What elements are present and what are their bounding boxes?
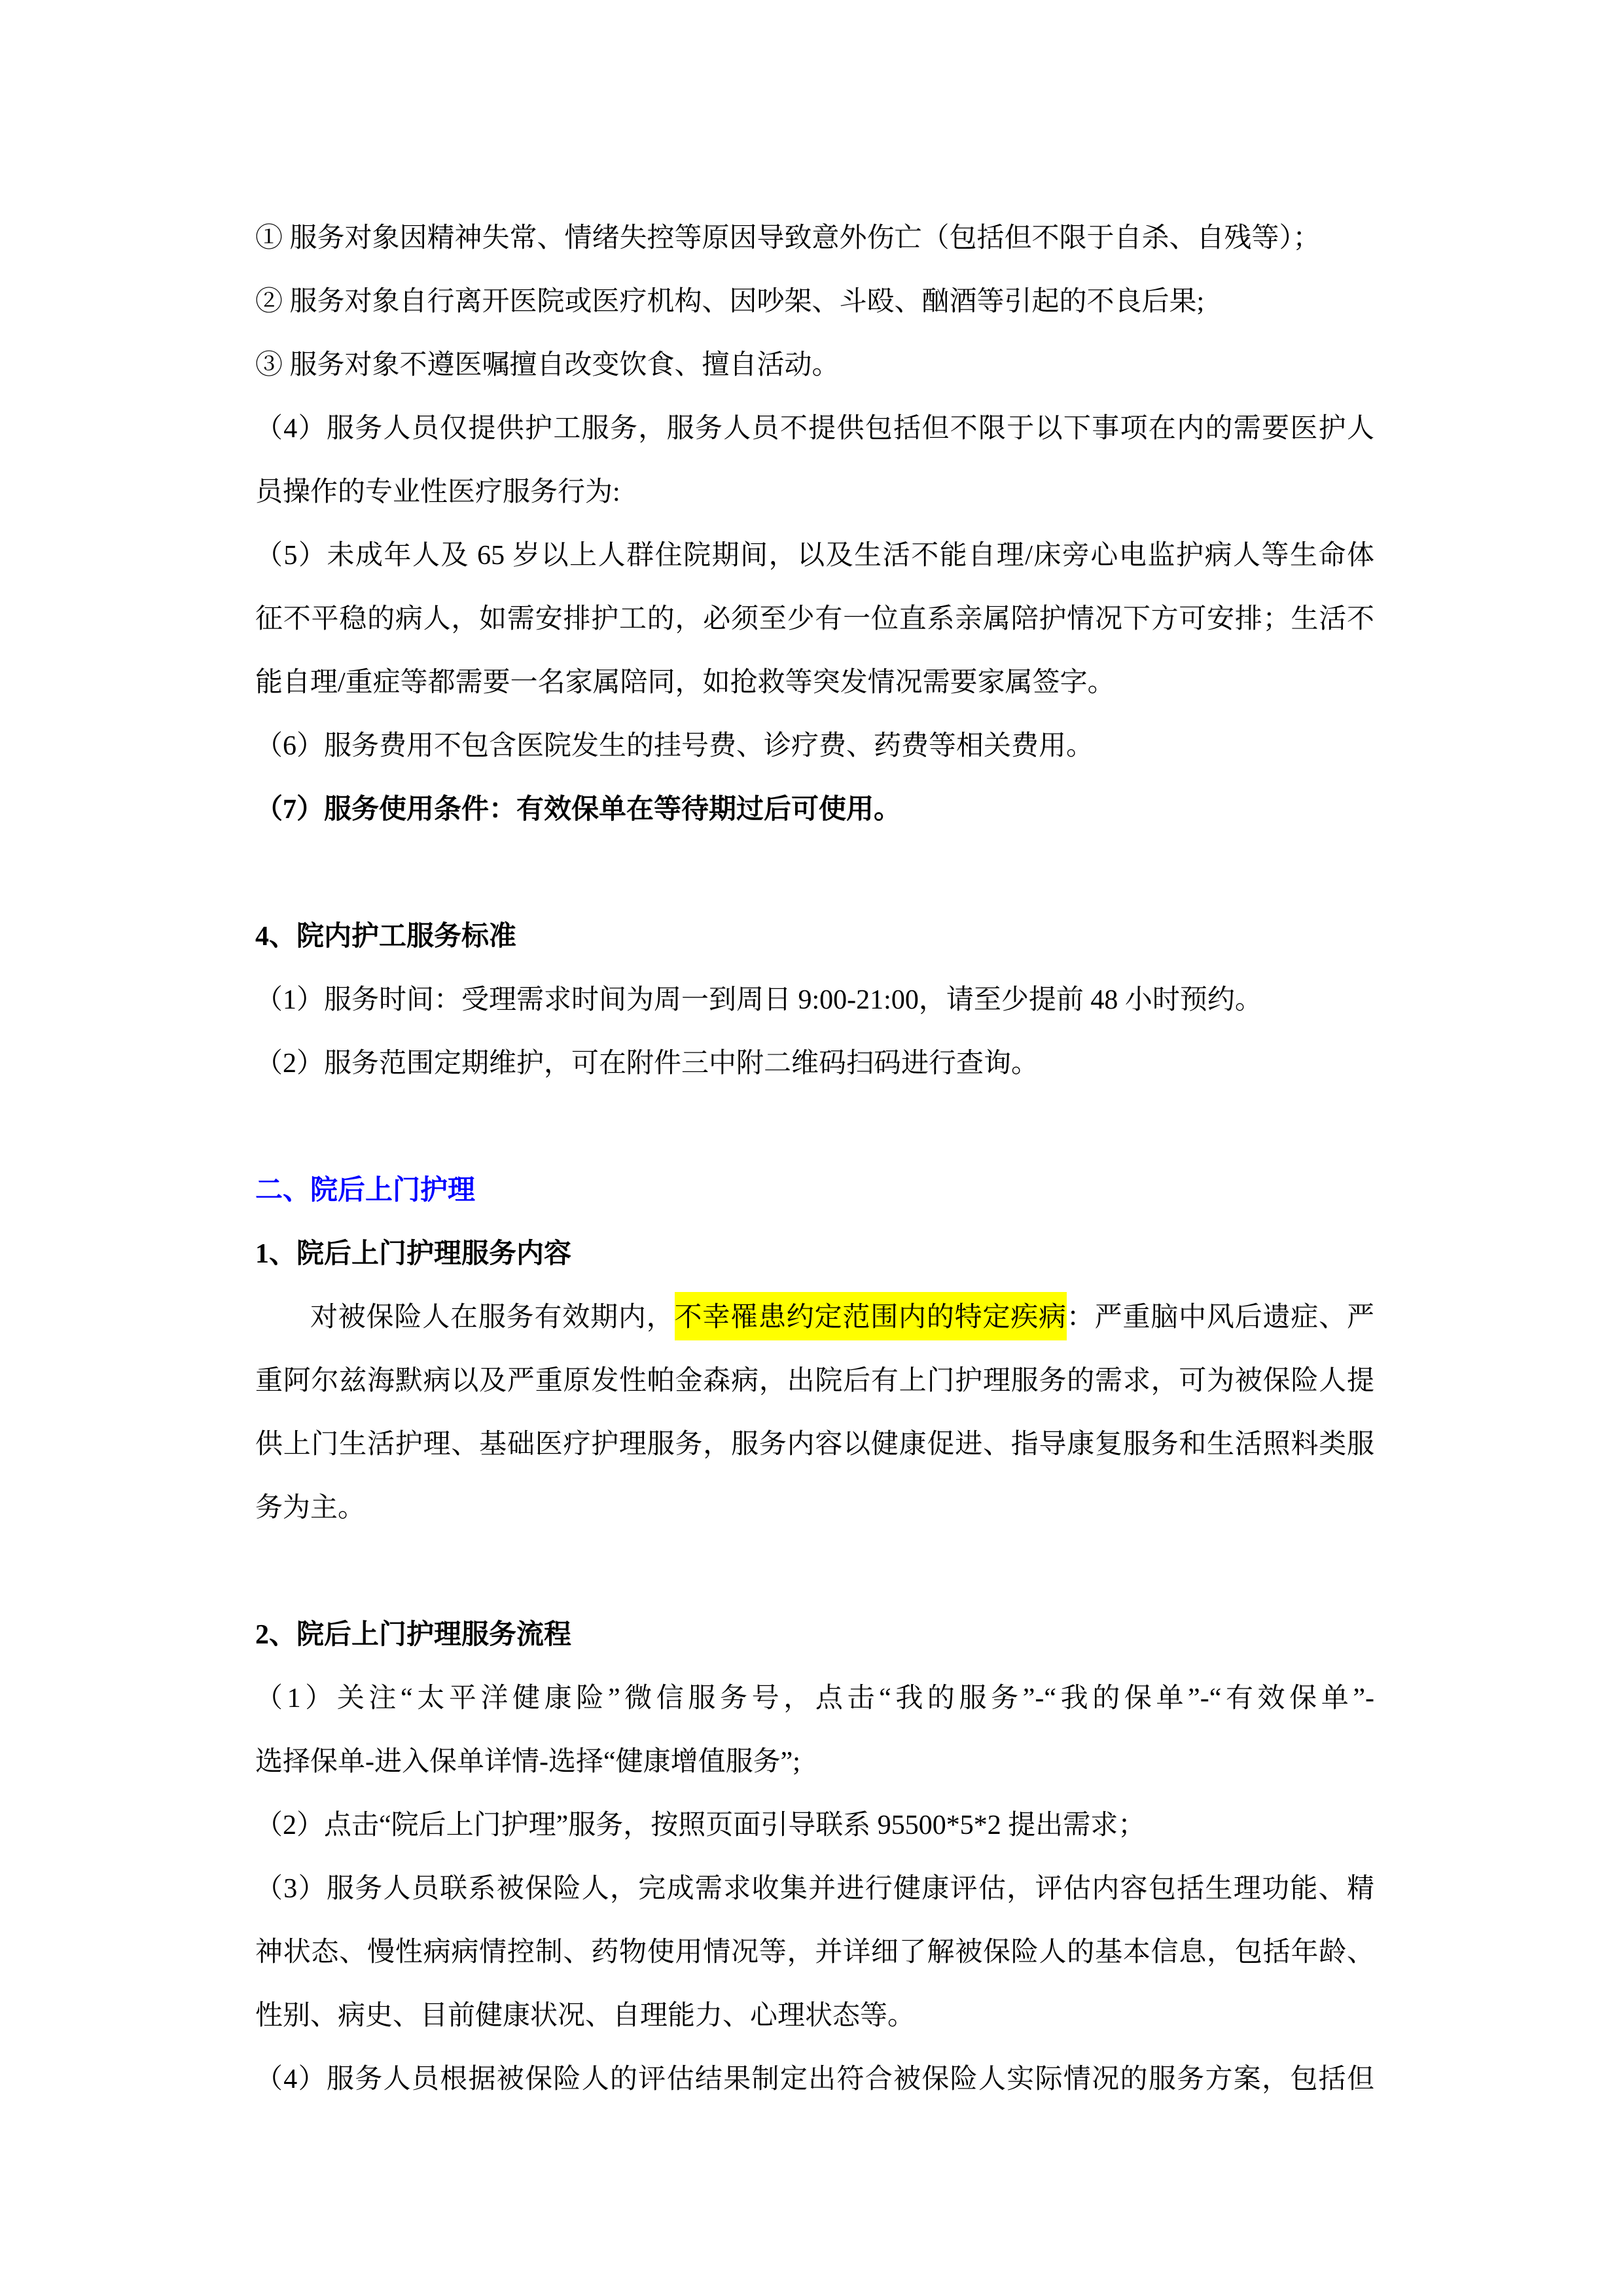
content-para-line-3 xyxy=(255,1413,1374,1477)
text-segment: 务为主。 xyxy=(255,1493,366,1523)
process-item-3-line-1 xyxy=(255,1857,1374,1921)
text-segment: 征不平稳的病人，如需安排护工的，必须至少有一位直系亲属陪护情况下方可安排；生活不 xyxy=(255,604,1374,634)
exclusion-item-2 xyxy=(255,270,1374,334)
text-segment: （1）关注“太平洋健康险”微信服务号，点击“我的服务”-“我的保单”-“有效保单”- xyxy=(255,1683,1374,1713)
content-para-line-2 xyxy=(255,1350,1374,1413)
process-item-3-line-2 xyxy=(255,1921,1374,1984)
content-para-line-1 xyxy=(255,1286,1374,1350)
clause-6-line xyxy=(255,715,1374,778)
text-segment: ① 服务对象因精神失常、情绪失控等原因导致意外伤亡（包括但不限于自杀、自残等）； xyxy=(255,223,1321,253)
text-segment: 4、院内护工服务标准 xyxy=(255,922,517,952)
text-segment: 二、院后上门护理 xyxy=(255,1175,476,1206)
document-content xyxy=(255,207,1374,2111)
text-segment: （6）服务费用不包含医院发生的挂号费、诊疗费、药费等相关费用。 xyxy=(255,731,1094,761)
standard-item-1 xyxy=(255,969,1374,1032)
clause-4-line-1 xyxy=(255,397,1374,461)
process-item-3-line-3 xyxy=(255,1984,1374,2048)
text-segment: 性别、病史、目前健康状况、自理能力、心理状态等。 xyxy=(255,2001,916,2031)
blank-line xyxy=(255,842,1374,905)
text-segment: 对被保险人在服务有效期内， xyxy=(310,1302,675,1333)
text-segment: （5）未成年人及 65 岁以上人群住院期间，以及生活不能自理/床旁心电监护病人等生命体 xyxy=(255,541,1374,571)
text-segment: （7）服务使用条件：有效保单在等待期过后可使用。 xyxy=(255,795,902,825)
clause-4-line-2 xyxy=(255,461,1374,524)
text-segment: （2）点击“院后上门护理”服务，按照页面引导联系 95500*5*2 提出需求； xyxy=(255,1810,1146,1840)
process-item-4-line-1 xyxy=(255,2048,1374,2111)
text-segment: ：严重脑中风后遗症、严 xyxy=(1066,1302,1374,1333)
text-segment: 神状态、慢性病病情控制、药物使用情况等，并详细了解被保险人的基本信息，包括年龄、 xyxy=(255,1937,1374,1967)
text-segment: ② 服务对象自行离开医院或医疗机构、因吵架、斗殴、酗酒等引起的不良后果; xyxy=(255,287,1205,317)
text-segment: 选择保单-进入保单详情-选择“健康增值服务”; xyxy=(255,1747,800,1777)
text-segment: ③ 服务对象不遵医嘱擅自改变饮食、擅自活动。 xyxy=(255,350,840,380)
section-4-heading xyxy=(255,905,1374,969)
section-2-heading xyxy=(255,1159,1374,1223)
blank-line xyxy=(255,1096,1374,1159)
clause-7-line xyxy=(255,778,1374,842)
text-segment: （1）服务时间：受理需求时间为周一到周日 9:00-21:00，请至少提前 48 小时预约。 xyxy=(255,985,1262,1015)
clause-5-line-3 xyxy=(255,651,1374,715)
process-item-1-line-1 xyxy=(255,1667,1374,1731)
text-segment: （2）服务范围定期维护，可在附件三中附二维码扫码进行查询。 xyxy=(255,1049,1039,1079)
text-segment: 重阿尔兹海默病以及严重原发性帕金森病，出院后有上门护理服务的需求，可为被保险人提 xyxy=(255,1366,1374,1396)
standard-item-2 xyxy=(255,1032,1374,1096)
exclusion-item-3 xyxy=(255,334,1374,397)
highlighted-text: 不幸罹患约定范围内的特定疾病 xyxy=(675,1292,1067,1340)
process-item-1-line-2 xyxy=(255,1731,1374,1794)
subsection-2-heading xyxy=(255,1604,1374,1667)
exclusion-item-1 xyxy=(255,207,1374,270)
text-segment: （3）服务人员联系被保险人，完成需求收集并进行健康评估，评估内容包括生理功能、精 xyxy=(255,1874,1374,1904)
text-segment: （4）服务人员根据被保险人的评估结果制定出符合被保险人实际情况的服务方案，包括但 xyxy=(255,2064,1374,2094)
text-segment: 2、院后上门护理服务流程 xyxy=(255,1620,572,1650)
text-segment: 能自理/重症等都需要一名家属陪同，如抢救等突发情况需要家属签字。 xyxy=(255,668,1115,698)
clause-5-line-2 xyxy=(255,588,1374,651)
subsection-1-heading xyxy=(255,1223,1374,1286)
process-item-2-line xyxy=(255,1794,1374,1857)
text-segment: 供上门生活护理、基础医疗护理服务，服务内容以健康促进、指导康复服务和生活照料类服 xyxy=(255,1429,1374,1460)
text-segment: 1、院后上门护理服务内容 xyxy=(255,1239,572,1269)
text-segment: 员操作的专业性医疗服务行为: xyxy=(255,477,620,507)
text-segment: （4）服务人员仅提供护工服务，服务人员不提供包括但不限于以下事项在内的需要医护人 xyxy=(255,414,1374,444)
blank-line xyxy=(255,1540,1374,1604)
clause-5-line-1 xyxy=(255,524,1374,588)
content-para-line-4 xyxy=(255,1477,1374,1540)
